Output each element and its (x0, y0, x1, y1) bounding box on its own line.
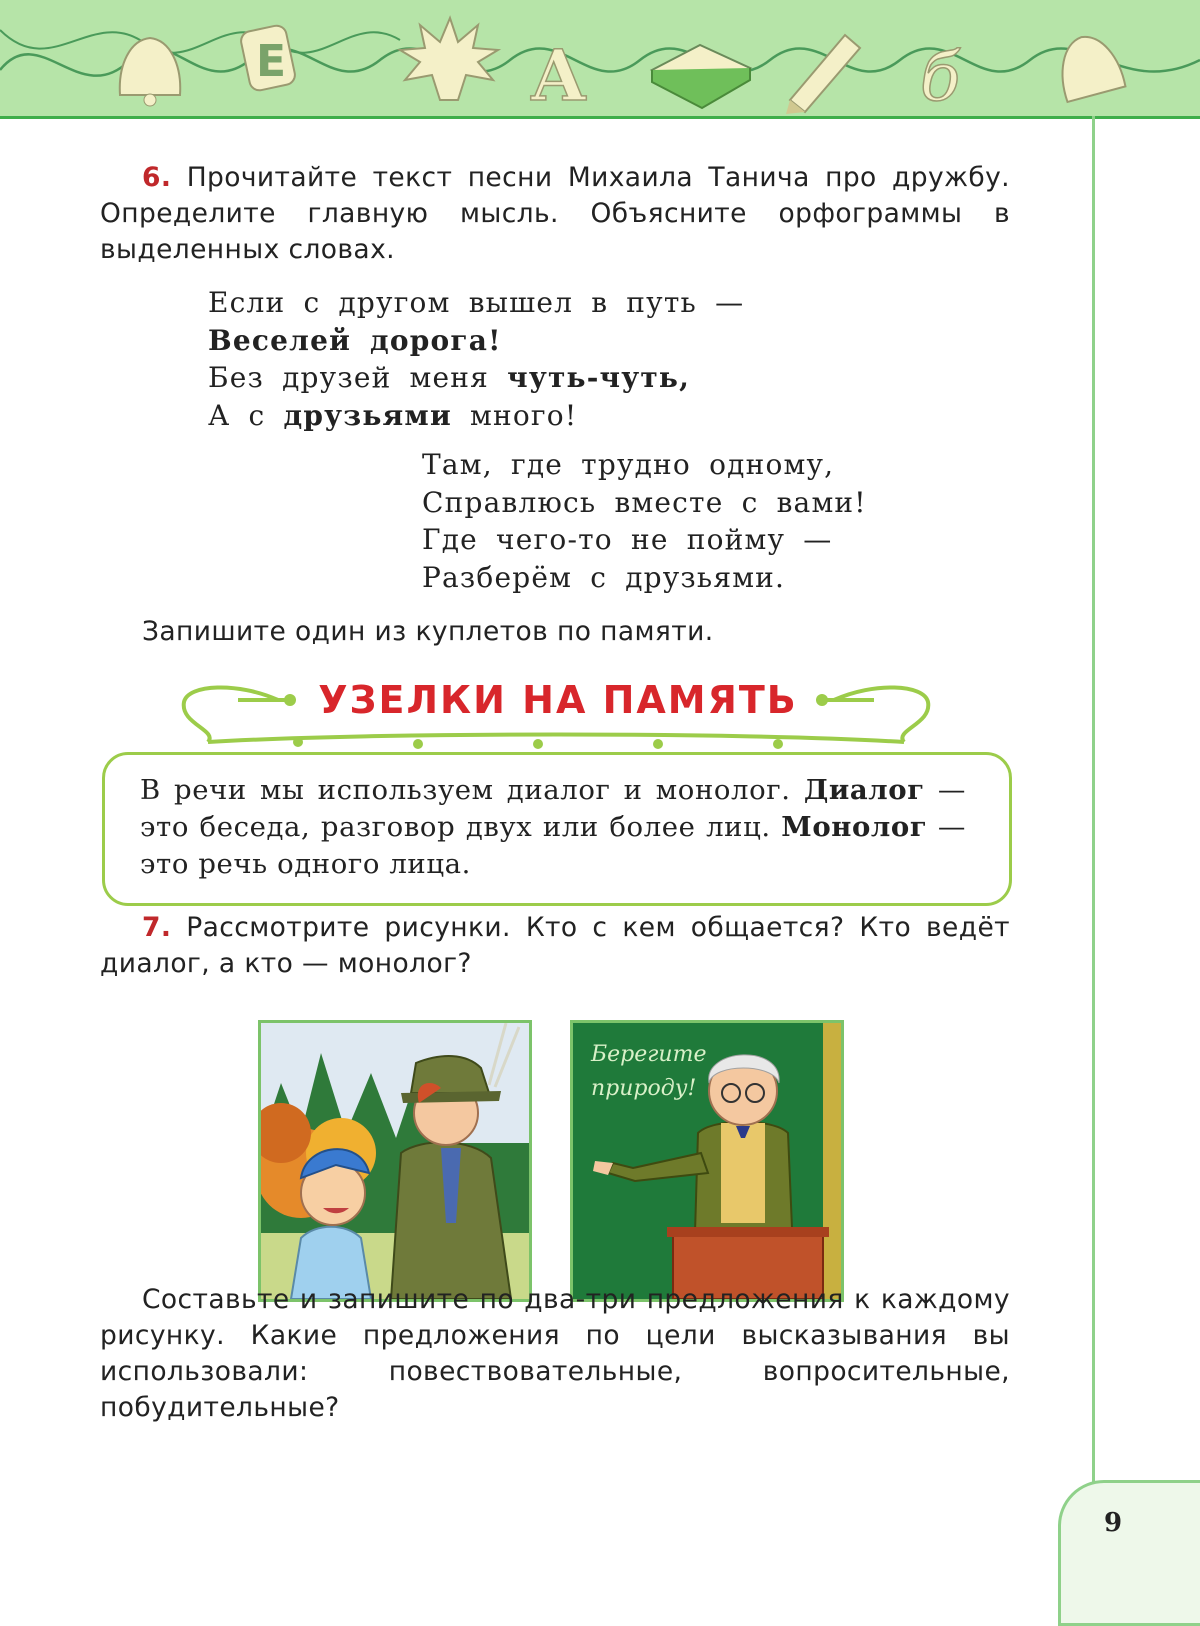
letter-a-icon (530, 34, 587, 116)
board-text-1: Берегите (591, 1042, 707, 1067)
bell-icon-right (1052, 29, 1126, 102)
svg-text:Е: Е (256, 36, 287, 87)
rule-text-a: В речи мы используем диалог и монолог. (140, 774, 804, 806)
verse-2-line-1: Там, где трудно одному, (422, 448, 835, 481)
illustration-dialog (258, 1020, 532, 1302)
exercise-6-task: Запишите один из куплетов по памяти. (142, 616, 714, 647)
verse-1 (208, 284, 744, 434)
verse-2-line-2: Справлюсь вместе с вами! (422, 485, 867, 519)
bell-icon (120, 38, 180, 106)
book-icon (652, 45, 750, 108)
verse-1-line-4 (208, 397, 744, 435)
verse-1-line-4-bold: друзьями (283, 398, 452, 432)
boy-and-hunter-picture (261, 1023, 529, 1299)
exercise-7-instruction: Рассмотрите рисунки. Кто с кем общается? Кто ведёт диалог, а кто — монолог? (100, 912, 1010, 979)
verse-1-line-2 (208, 322, 744, 360)
header-banner (0, 0, 1200, 119)
letter-e-icon (239, 24, 296, 92)
svg-text:А: А (530, 34, 588, 116)
verse-2-line-4: Разберём с друзьями. (422, 560, 786, 594)
exercise-6-text (100, 160, 1010, 268)
verse-2-line-3: Где чего-то не пойму — (422, 523, 833, 556)
exercise-6-number: 6. (142, 162, 172, 193)
verse-1-line-3 (208, 359, 744, 397)
exercise-7-text (100, 910, 1010, 982)
exercise-7-number: 7. (142, 912, 172, 943)
illustration-monolog (570, 1020, 844, 1302)
verse-1-line-3-comma: , (679, 361, 691, 394)
term-monolog: Монолог (781, 811, 928, 843)
verse-1-line-4-c: много! (451, 398, 578, 432)
exercise-7-task: Составьте и запишите по два-три предложения к каждому рисунку. Какие предложения по цели высказывания вы использовали: повествовательные, вопросительные, побудительные? (100, 1284, 1010, 1423)
banner-ornament (0, 0, 1200, 116)
svg-text:б: б (920, 39, 961, 116)
page-number: 9 (1104, 1508, 1123, 1538)
verse-1-line-4-a: А с (208, 398, 284, 432)
margin-line (1092, 116, 1095, 1482)
maple-leaf-icon (400, 18, 498, 100)
verse-1-line-1: Если с другом вышел в путь — (208, 286, 745, 319)
verse-1-line-3-bold: чуть-чуть (507, 361, 680, 394)
verse-1-line-3-a: Без друзей меня (208, 361, 508, 394)
teacher-picture (573, 1023, 841, 1299)
uzelki-title: УЗЕЛКИ НА ПАМЯТЬ (318, 678, 798, 722)
page-number-tab (1058, 1480, 1200, 1626)
board-text-2: природу! (591, 1076, 697, 1101)
rule-text-b: — это беседа, разговор двух или более лиц. (140, 774, 966, 843)
verse-2 (422, 446, 867, 596)
letter-b-icon (920, 39, 961, 116)
verse-1-line-2-bold: Веселей дорога! (208, 323, 502, 357)
term-dialog: Диалог (803, 774, 925, 806)
rule-text-c: — это речь одного лица. (140, 811, 966, 880)
exercise-6-instruction: Прочитайте текст песни Михаила Танича про дружбу. Определите главную мысль. Объясните орфограммы в выделенных словах. (100, 162, 1010, 265)
pencil-icon (786, 35, 860, 114)
rule-text (140, 772, 966, 883)
